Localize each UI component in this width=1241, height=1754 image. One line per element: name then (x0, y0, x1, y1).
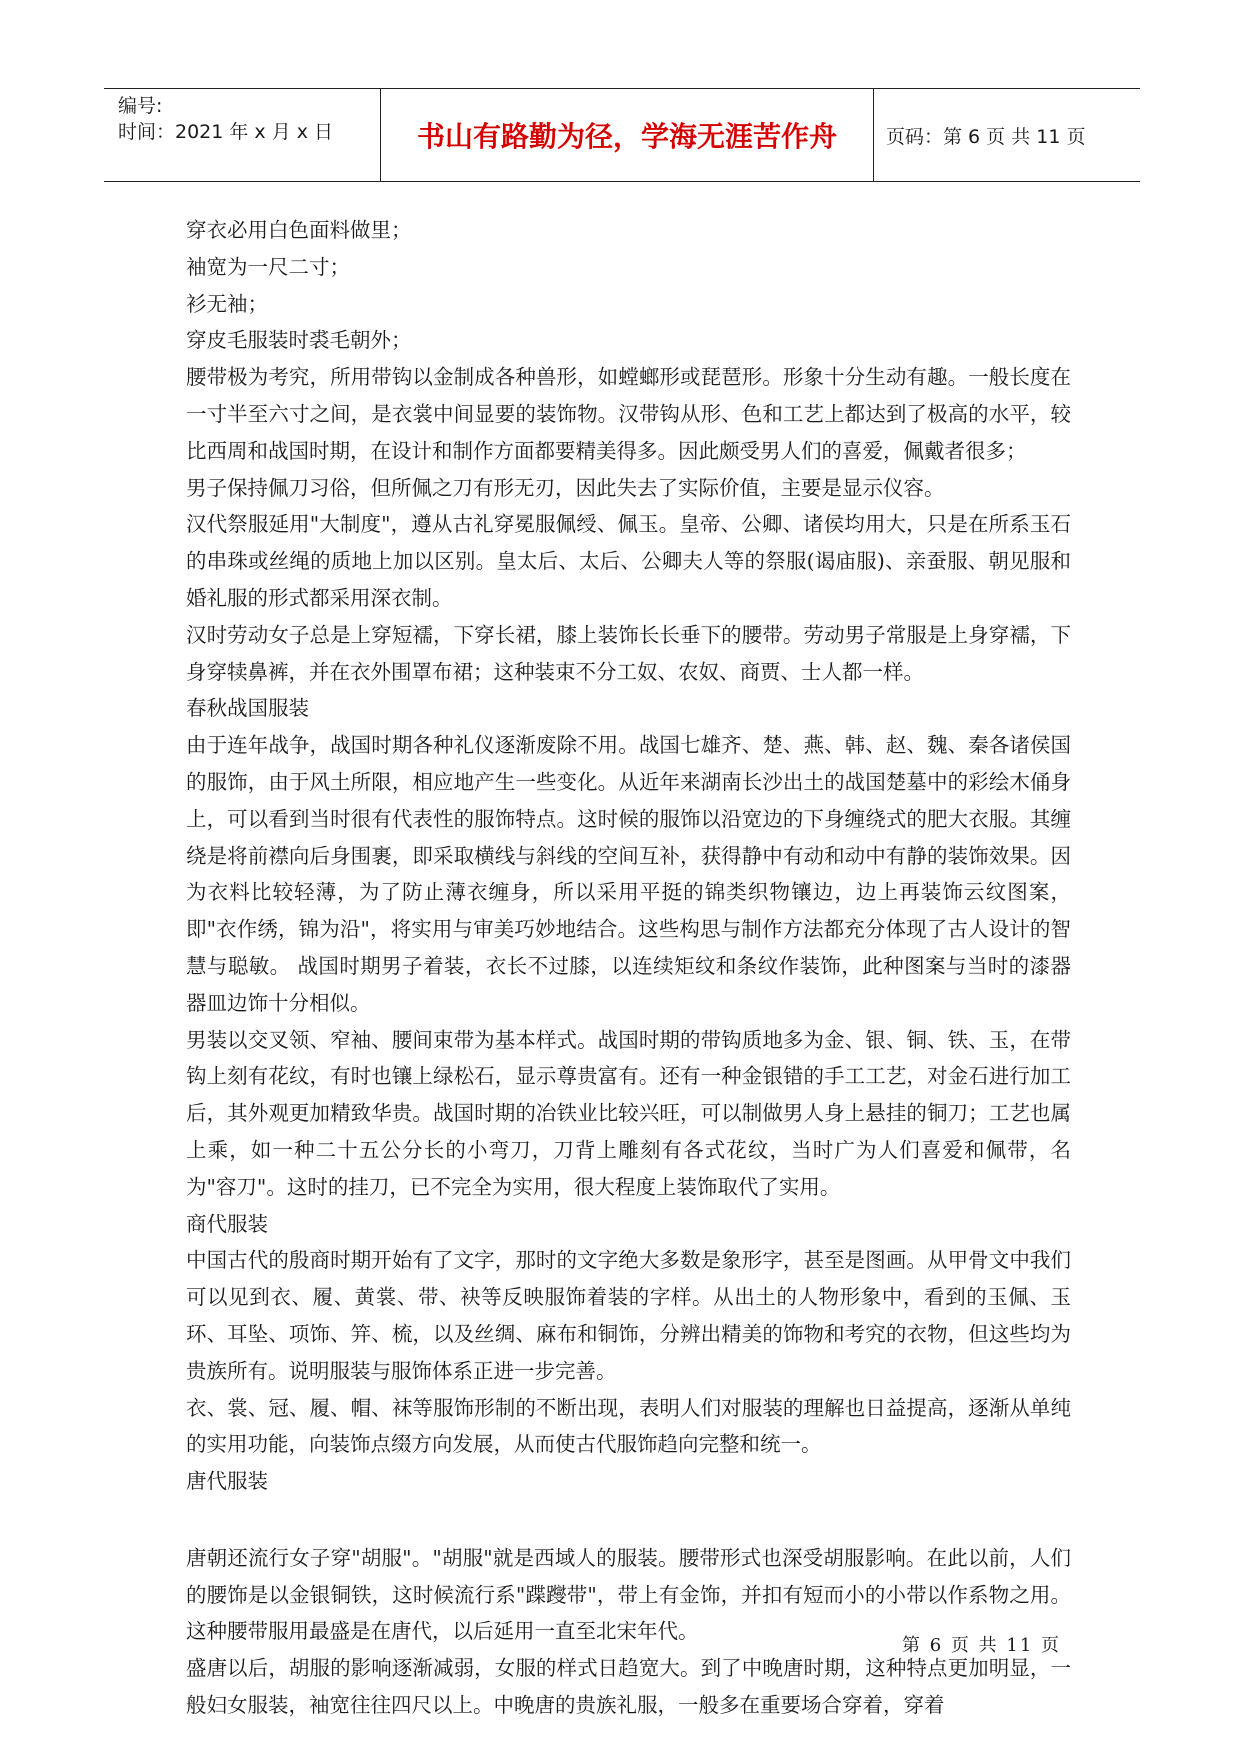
paragraph: 穿衣必用白色面料做里； (186, 218, 412, 242)
paragraph: 腰带极为考究，所用带钩以金制成各种兽形，如螳螂形或琵琶形。形象十分生动有趣。一般长度在一寸半至六寸之间，是衣裳中间显要的装饰物。汉带钩从形、色和工艺上都达到了极高的水平，较比西周和战国时期，在设计和制作方面都要精美得多。因此颇受男人们的喜爱，佩戴者很多； (186, 365, 1071, 463)
paragraph: 汉代祭服延用"大制度"，遵从古礼穿冕服佩绶、佩玉。皇帝、公卿、诸侯均用大，只是在所系玉石的串珠或丝绳的质地上加以区别。皇太后、太后、公卿夫人等的祭服(谒庙服)、亲蚕服、朝见服和婚礼服的形式都采用深衣制。 (186, 512, 1071, 610)
header-page-code: 页码：第 6 页 共 11 页 (886, 125, 1086, 148)
section-heading: 春秋战国服装 (186, 696, 309, 721)
document-number-label: 编号: (118, 95, 163, 117)
page-footer: 第 6 页 共 11 页 (902, 1635, 1061, 1656)
paragraph: 盛唐以后，胡服的影响逐渐减弱，女服的样式日趋宽大。到了中晚唐时期，这种特点更加明显，一般妇女服装，袖宽往往四尺以上。中晚唐的贵族礼服，一般多在重要场合穿着，穿着 (186, 1656, 1071, 1718)
header-meta (104, 89, 381, 181)
section-heading: 商代服装 (186, 1211, 268, 1236)
blank-line (186, 1500, 1071, 1540)
paragraph: 袖宽为一尺二寸； (186, 254, 350, 279)
paragraph: 中国古代的殷商时期开始有了文字，那时的文字绝大多数是象形字，甚至是图画。从甲骨文中我们可以见到衣、履、黄裳、带、袂等反映服饰着装的字样。从出土的人物形象中，看到的玉佩、玉环、耳坠、项饰、笄、梳，以及丝绸、麻布和铜饰，分辨出精美的饰物和考究的衣物，但这些均为贵族所有。说明服装与服饰体系正进一步完善。 (186, 1248, 1071, 1383)
page-header (104, 88, 1140, 182)
paragraph: 男子保持佩刀习俗，但所佩之刀有形无刃，因此失去了实际价值，主要是显示仪容。 (186, 475, 945, 500)
document-body (186, 212, 1071, 1724)
paragraph: 穿皮毛服装时裘毛朝外； (186, 328, 412, 353)
paragraph: 汉时劳动女子总是上穿短襦，下穿长裙，膝上装饰长长垂下的腰带。劳动男子常服是上身穿襦，下身穿犊鼻裤，并在衣外围罩布裙；这种装束不分工奴、农奴、商贾、士人都一样。 (186, 622, 1071, 684)
paragraph: 衫无袖； (186, 291, 268, 316)
header-motto: 书山有路勤为径，学海无涯苦作舟 (381, 89, 874, 181)
paragraph: 男装以交叉领、窄袖、腰间束带为基本样式。战国时期的带钩质地多为金、银、铜、铁、玉，在带钩上刻有花纹，有时也镶上绿松石，显示尊贵富有。还有一种金银错的手工工艺，对金石进行加工后，其外观更加精致华贵。战国时期的冶铁业比较兴旺，可以制做男人身上悬挂的铜刀；工艺也属上乘，如一种二十五公分长的小弯刀，刀背上雕刻有各式花纹，当时广为人们喜爱和佩带，名为"容刀"。这时的挂刀，已不完全为实用，很大程度上装饰取代了实用。 (186, 1027, 1071, 1199)
section-heading: 唐代服装 (186, 1469, 268, 1494)
paragraph: 唐朝还流行女子穿"胡服"。"胡服"就是西域人的服装。腰带形式也深受胡服影响。在此以前，人们的腰饰是以金银铜铁，这时候流行系"蹀躞带"，带上有金饰，并扣有短而小的小带以作系物之用。这种腰带服用最盛是在唐代，以后延用一直至北宋年代。 (186, 1545, 1071, 1644)
paragraph: 衣、裳、冠、履、帽、袜等服饰形制的不断出现，表明人们对服装的理解也日益提高，逐渐从单纯的实用功能，向装饰点缀方向发展，从而使古代服饰趋向完整和统一。 (186, 1395, 1071, 1457)
document-time: 时间：2021 年 x 月 x 日 (118, 121, 334, 143)
paragraph: 由于连年战争，战国时期各种礼仪逐渐废除不用。战国七雄齐、楚、燕、韩、赵、魏、秦各诸侯国的服饰，由于风土所限，相应地产生一些变化。从近年来湖南长沙出土的战国楚墓中的彩绘木俑身上，可以看到当时很有代表性的服饰特点。这时候的服饰以沿宽边的下身缠绕式的肥大衣服。其缠绕是将前襟向后身围裹，即采取横线与斜线的空间互补，获得静中有动和动中有静的装饰效果。因为衣料比较轻薄，为了防止薄衣缠身，所以采用平挺的锦类织物镶边，边上再装饰云纹图案，即"衣作绣，锦为沿"，将实用与审美巧妙地结合。这些构思与制作方法都充分体现了古人设计的智慧与聪敏。 战国时期男子着装，衣长不过膝，以连续矩纹和条纹作装饰，此种图案与当时的漆器器皿边饰十分相似。 (186, 733, 1071, 1015)
